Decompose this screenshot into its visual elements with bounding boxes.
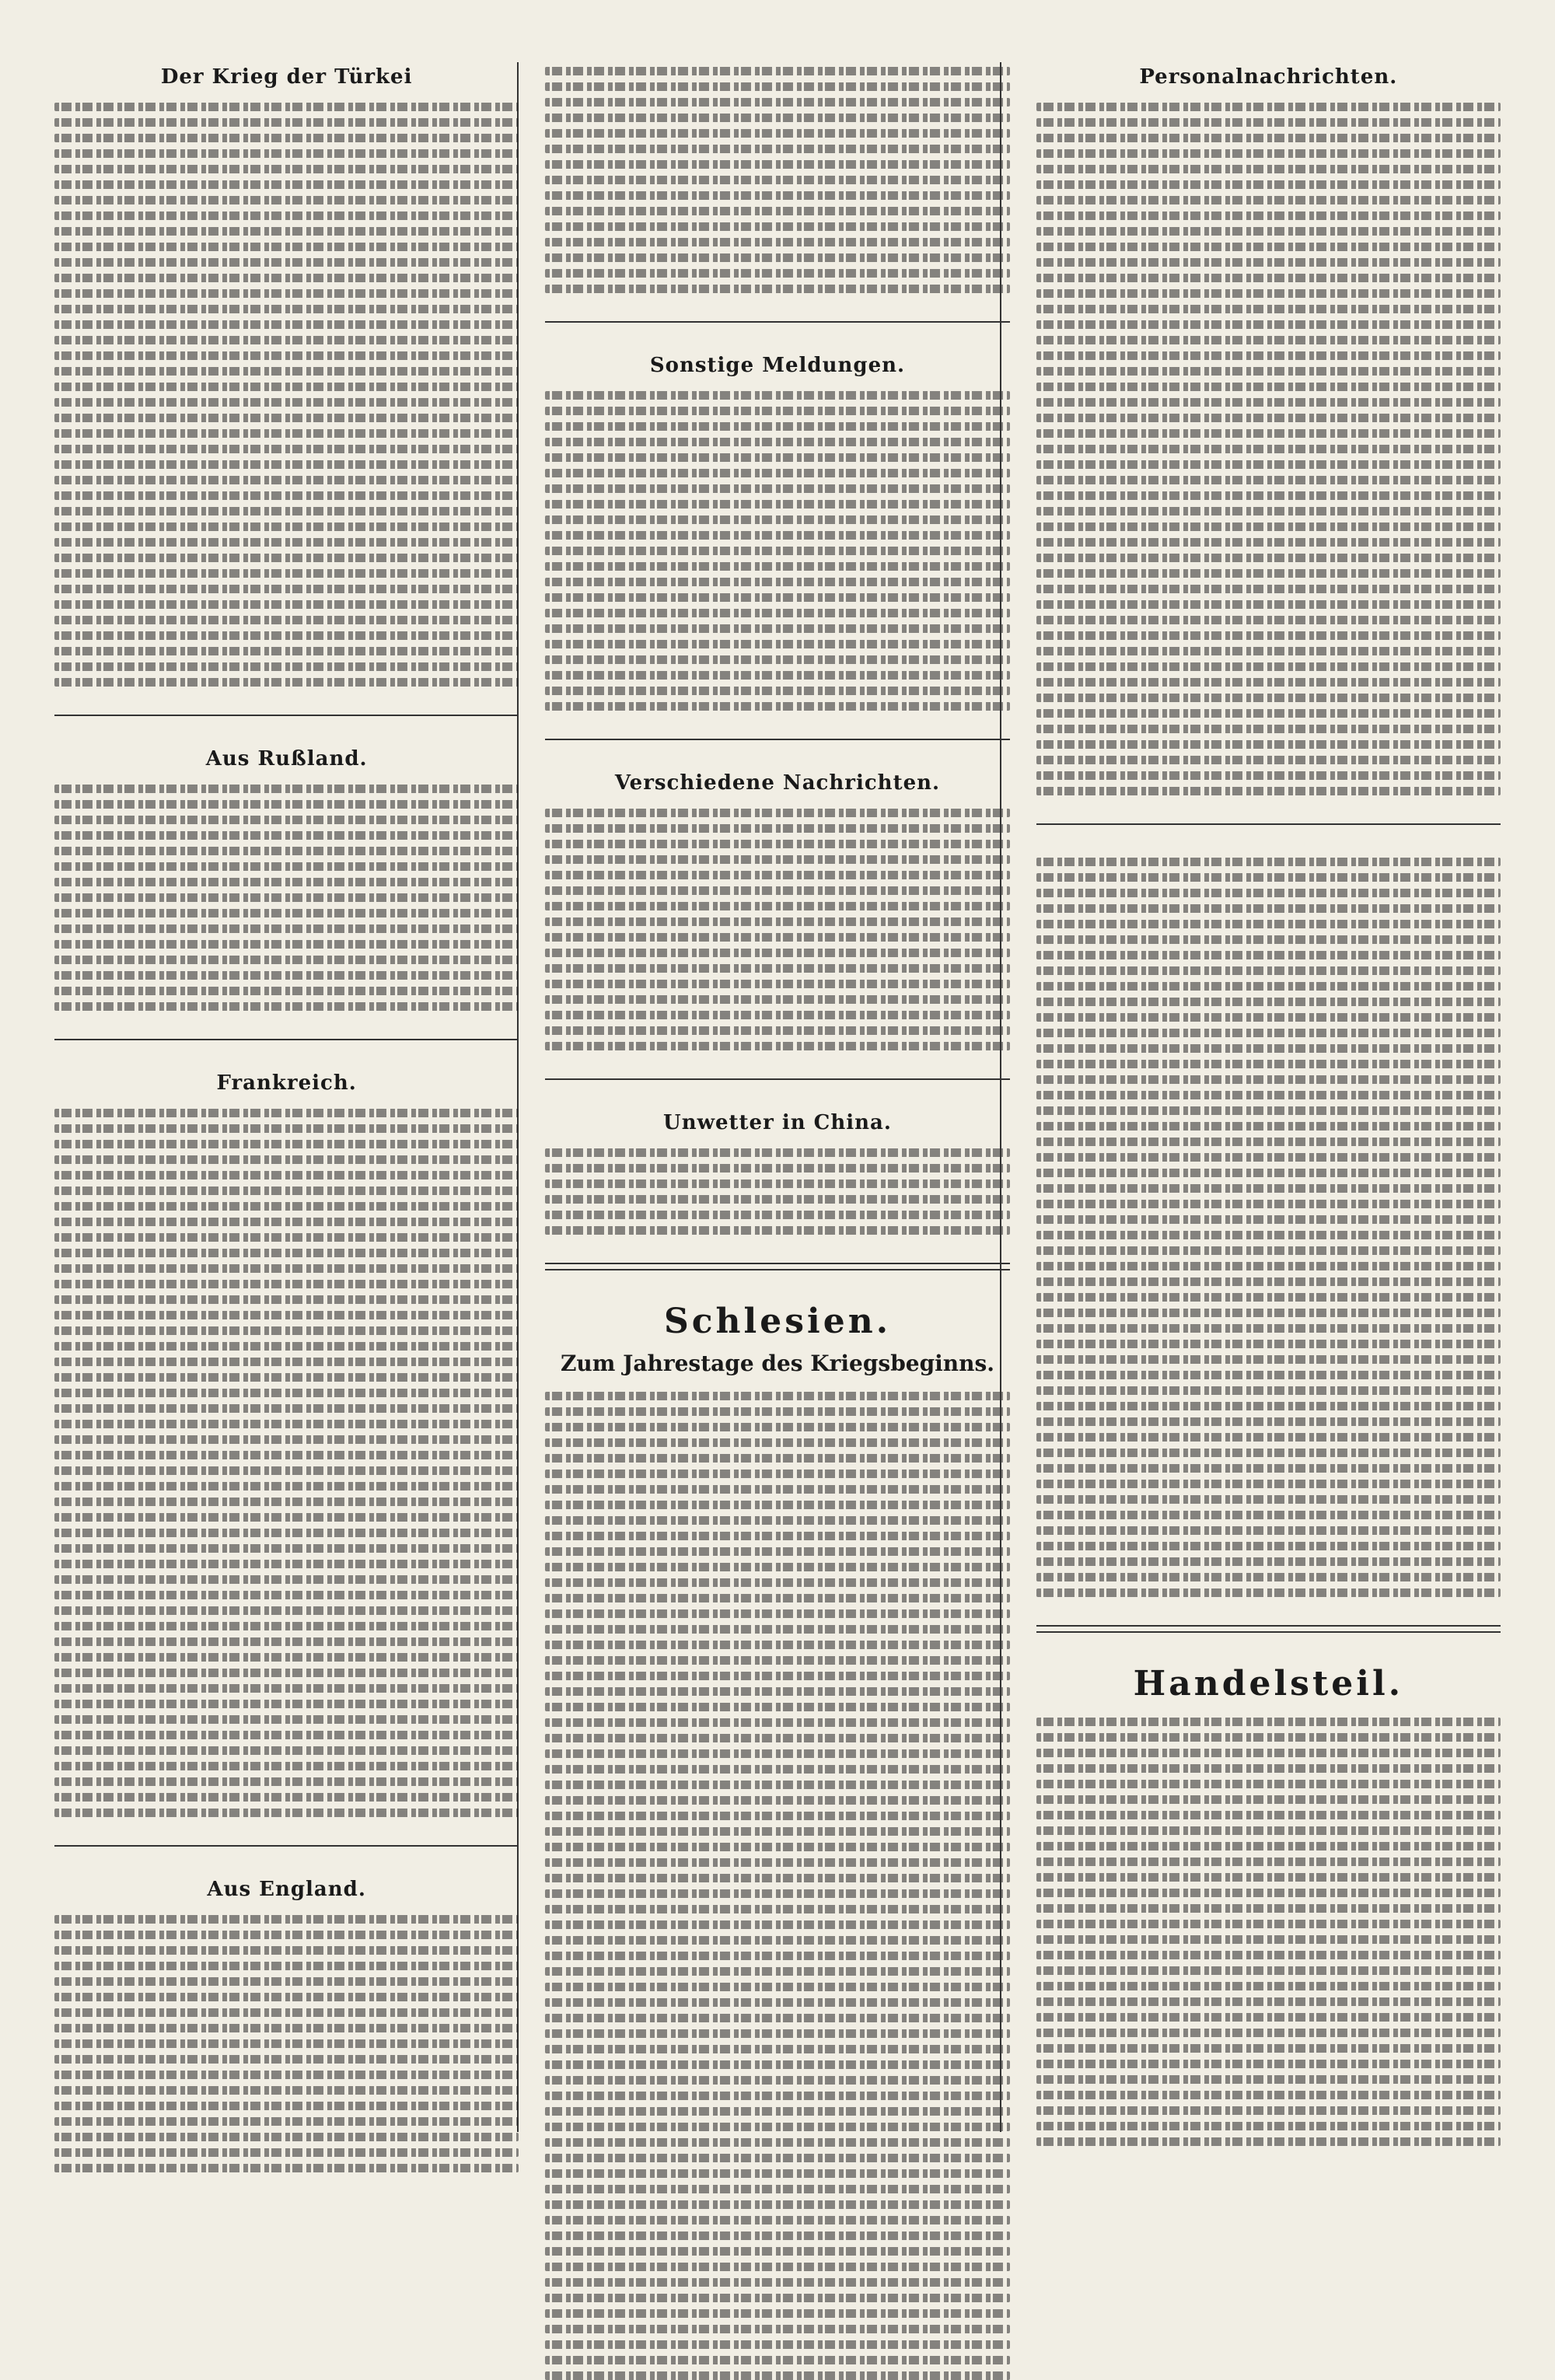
text-placeholder bbox=[54, 1915, 519, 2172]
headline: Sonstige Meldungen. bbox=[649, 354, 906, 377]
article-france bbox=[54, 1068, 519, 1817]
text-placeholder bbox=[1036, 103, 1501, 795]
article-other-reports bbox=[545, 351, 1009, 711]
headline: Unwetter in China. bbox=[663, 1111, 892, 1134]
headline: Frankreich. bbox=[216, 1071, 357, 1095]
article-local-news bbox=[1036, 853, 1501, 1597]
article-misc-news bbox=[545, 768, 1009, 1050]
text-placeholder bbox=[545, 1148, 1009, 1235]
headline: Der Krieg der Türkei bbox=[160, 65, 413, 89]
divider bbox=[54, 1845, 519, 1847]
text-placeholder bbox=[545, 391, 1009, 711]
article-trade bbox=[1036, 1661, 1501, 2146]
text-placeholder bbox=[545, 1392, 1009, 2380]
middle-column bbox=[545, 62, 1009, 2380]
headline: Personalnachrichten. bbox=[1139, 65, 1398, 89]
article-silesia bbox=[545, 1298, 1009, 2380]
divider bbox=[54, 715, 519, 716]
article-england bbox=[54, 1875, 519, 2172]
article-weather-china bbox=[545, 1108, 1009, 1235]
text-placeholder bbox=[545, 809, 1009, 1050]
divider bbox=[545, 739, 1009, 740]
divider bbox=[545, 321, 1009, 323]
headline: Handelsteil. bbox=[1133, 1664, 1404, 1704]
section-banner: Schlesien. bbox=[663, 1302, 892, 1341]
article-london-reports bbox=[545, 62, 1009, 293]
divider bbox=[545, 1263, 1009, 1270]
headline: Zum Jahrestage des Kriegsbeginns. bbox=[560, 1351, 995, 1376]
headline: Aus Rußland. bbox=[205, 747, 368, 771]
text-placeholder bbox=[545, 67, 1009, 293]
right-column bbox=[1036, 62, 1501, 2380]
text-placeholder bbox=[1036, 1718, 1501, 2146]
text-placeholder bbox=[54, 785, 519, 1011]
text-placeholder bbox=[1036, 858, 1501, 1597]
left-column bbox=[54, 62, 519, 2380]
divider bbox=[545, 1078, 1009, 1080]
article-russia bbox=[54, 744, 519, 1011]
divider bbox=[54, 1039, 519, 1040]
article-turkey bbox=[54, 62, 519, 687]
headline: Aus England. bbox=[207, 1878, 366, 1901]
divider bbox=[1036, 823, 1501, 825]
headline: Verschiedene Nachrichten. bbox=[614, 771, 941, 795]
text-placeholder bbox=[54, 103, 519, 687]
article-personal-news bbox=[1036, 62, 1501, 795]
text-placeholder bbox=[54, 1109, 519, 1817]
divider bbox=[1036, 1625, 1501, 1633]
